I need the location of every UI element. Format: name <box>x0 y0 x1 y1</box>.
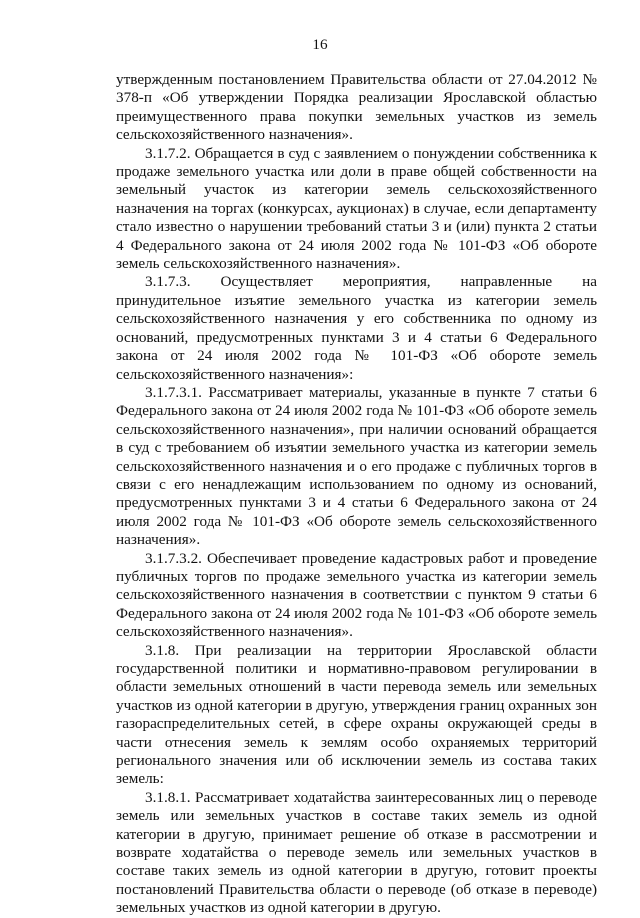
paragraph-3-1-7-3: 3.1.7.3. Осуществляет мероприятия, направленные на принудительное изъятие земельного участка из категории земель сельскохозяйственного назначения у его собственника по одному из оснований, предусмотренных пунктами 3 и 4 статьи 6 Федерального закона от 24 июля 2002 года № 101-ФЗ «Об обороте земель сельскохозяйственного назначения»: <box>116 273 597 383</box>
document-body <box>116 71 597 918</box>
paragraph-continuation: утвержденным постановлением Правительства области от 27.04.2012 № 378-п «Об утверждении Порядка реализации Ярославской областью преимущественного права покупки земельных участков из земель сельскохозяйственного назначения». <box>116 71 597 144</box>
page-number: 16 <box>312 36 328 53</box>
paragraph-3-1-7-3-2: 3.1.7.3.2. Обеспечивает проведение кадастровых работ и проведение публичных торгов по продаже земельного участка из категории земель сельскохозяйственного назначения в соответствии с пунктом 9 статьи 6 Федерального закона от 24 июля 2002 года № 101-ФЗ «Об обороте земель сельскохозяйственного назначения». <box>116 549 597 641</box>
paragraph-3-1-8-1: 3.1.8.1. Рассматривает ходатайства заинтересованных лиц о переводе земель или земельных участков в составе таких земель из одной категории в другую, принимает решение об отказе в рассмотрении и возврате ходатайства о переводе земель или земельных участков в составе таких земель из одной категории в другую, готовит проекты постановлений Правительства области о переводе (об отказе в переводе) земельных участков из одной категории в другую. <box>116 788 597 917</box>
paragraph-3-1-7-2: 3.1.7.2. Обращается в суд с заявлением о понуждении собственника к продаже земельного участка или доли в праве общей собственности на земельный участок из категории земель сельскохозяйственного назначения на торгах (конкурсах, аукционах) в случае, если департаменту стало известно о нарушении требований статьи 3 и (или) пункта 2 статьи 4 Федерального закона от 24 июля 2002 года № 101-ФЗ «Об обороте земель сельскохозяйственного назначения». <box>116 144 597 273</box>
paragraph-3-1-7-3-1: 3.1.7.3.1. Рассматривает материалы, указанные в пункте 7 статьи 6 Федерального закона от 24 июля 2002 года № 101-ФЗ «Об обороте земель сельскохозяйственного назначения», при наличии оснований обращается в суд с требованием об изъятии земельного участка из категории земель сельскохозяйственного назначения и о его продаже с публичных торгов в связи с его ненадлежащим использованием по одному из оснований, предусмотренных пунктами 3 и 4 статьи 6 Федерального закона от 24 июля 2002 года № 101-ФЗ «Об обороте земель сельскохозяйственного назначения». <box>116 383 597 549</box>
paragraph-3-1-8: 3.1.8. При реализации на территории Ярославской области государственной политики и нормативно-правовом регулировании в области земельных отношений в части перевода земель или земельных участков из одной категории в другую, утверждения границ охранных зон газораспределительных сетей, в сфере охраны окружающей среды в части отнесения земель к землям особо охраняемых территорий регионального значения или об исключении земель из состава таких земель: <box>116 641 597 788</box>
